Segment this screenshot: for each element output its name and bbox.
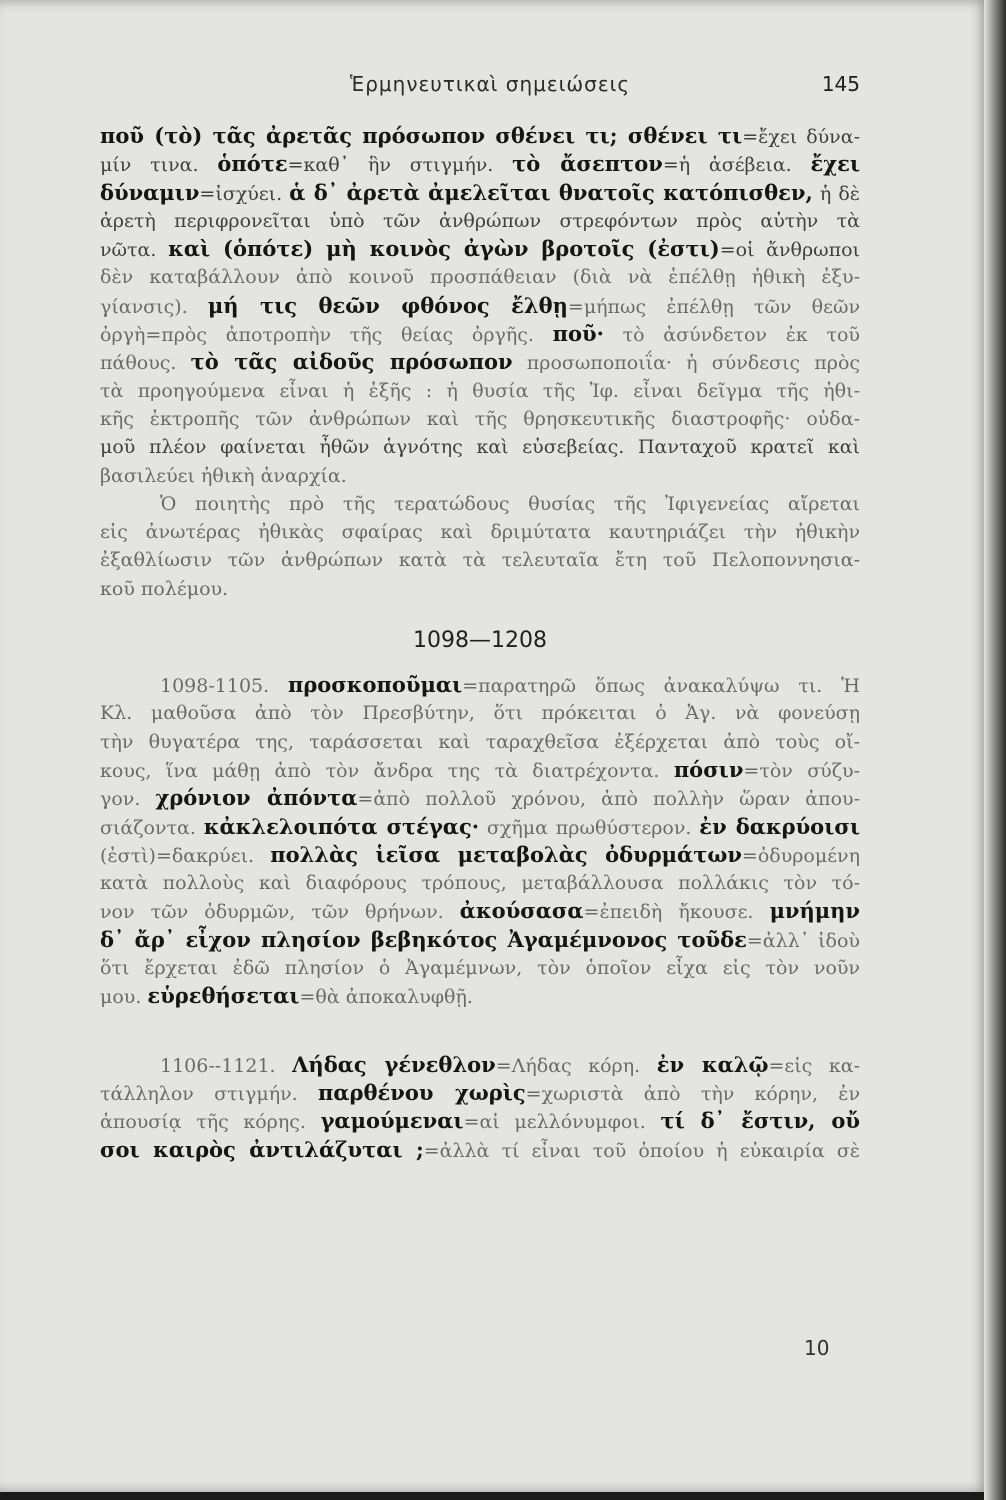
gloss: =οἱ ἄνθρωποι: [719, 239, 860, 262]
gloss: Ὁ ποιητὴς πρὸ τῆς τερατώδους θυσίας τῆς Ἰφιγενείας αἴρεται: [160, 492, 860, 515]
text-line: [100, 377, 860, 405]
paragraph-2: [100, 490, 860, 603]
lemma: ποῦ (τὸ) τᾶς ἀρετᾶς πρόσωπον σθένει τι; σθένει τι: [100, 123, 743, 148]
gloss: =ἀλλ᾽ ἰδοὺ: [746, 929, 860, 952]
page-body: [100, 122, 860, 1164]
text-line: [100, 207, 860, 235]
gloss: =θὰ ἀποκαλυφθῇ.: [299, 986, 473, 1009]
lemma: τὸ ἄσεπτον: [512, 151, 663, 177]
signature-mark: 10: [804, 1336, 830, 1360]
lemma: προσκοποῦμαι: [287, 672, 463, 698]
gloss: Κλ. μαθοῦσα ἀπὸ τὸν Πρεσβύτην, ὅτι πρόκειται ὁ Ἀγ. νὰ φονεύσῃ: [100, 702, 860, 725]
text-line: [100, 671, 860, 699]
gloss: =ἀλλὰ τί εἶναι τοῦ ὁποίου ἡ εὐκαιρία σὲ: [423, 1139, 860, 1162]
text-line: [100, 235, 860, 263]
gloss: δὲν καταβάλλουν ἀπὸ κοινοῦ προσπάθειαν (διὰ νὰ ἐπέλθῃ ἠθικὴ ἐξυ-: [100, 266, 860, 289]
lemma: πόσιν: [673, 756, 744, 782]
line-ref: 1098-1105.: [160, 675, 288, 698]
lemma: δ᾽ ἄρ᾽ εἶχον πλησίον βεβηκότος Ἀγαμέμνονος τοῦδε: [100, 926, 747, 952]
text-line: [100, 518, 860, 546]
text-line: [100, 150, 860, 178]
gloss: μοῦ πλέον φαίνεται ἦθῶν ἁγνότης καὶ εὐσεβείας. Πανταχοῦ κρατεῖ καὶ: [100, 436, 860, 459]
lemma: πολλὰς ἱεῖσα μεταβολὰς ὀδυρμάτων: [270, 841, 742, 867]
lemma: χρόνιον ἀπόντα: [155, 785, 358, 811]
lemma: ὁπότε: [217, 151, 288, 177]
text-line: [100, 122, 860, 150]
text-line: [100, 1136, 860, 1164]
text-line: [100, 575, 860, 603]
gloss: νον τῶν ὀδυρμῶν, τῶν θρήνων.: [100, 901, 460, 924]
text-line: [100, 1107, 860, 1135]
text-line: [100, 1079, 860, 1107]
gloss: κους, ἵνα μάθῃ ἀπὸ τὸν ἄνδρα της τὰ διατρέχοντα.: [100, 759, 674, 782]
lemma: εὑρεθήσεται: [147, 983, 300, 1009]
text-line: [100, 433, 860, 461]
gloss: =ὀδυρομένη: [741, 844, 860, 867]
gloss: =παρατηρῶ ὅπως ἀνακαλύψω τι. Ἡ: [462, 675, 860, 698]
text-line: [100, 546, 860, 574]
gloss: βασιλεύει ἠθικὴ ἀναρχία.: [100, 464, 347, 487]
gloss: τὰ προηγούμενα εἶναι ἡ ἑξῆς : ἡ θυσία τῆς Ἰφ. εἶναι δεῖγμα τῆς ἠθι-: [100, 379, 860, 402]
gloss: ἡ δὲ: [812, 182, 860, 205]
gloss: ἀρετὴ περιφρονεῖται ὑπὸ τῶν ἀνθρώπων στρεφόντων πρὸς αὐτὴν τὰ: [100, 209, 860, 232]
gloss: τὸ ἀσύνδετον ἐκ τοῦ: [603, 324, 860, 347]
gloss: σχῆμα πρωθύστερον.: [479, 816, 700, 839]
text-line: [100, 263, 860, 291]
gloss: ὅτι ἔρχεται ἐδῶ πλησίον ὁ Ἀγαμέμνων, τὸν ὁποῖον εἶχα εἰς τὸν νοῦν: [100, 957, 860, 980]
gloss: =ἐπειδὴ ἤκουσε.: [583, 901, 770, 924]
lemma: ἀκούσασα: [459, 898, 584, 924]
gloss: γον.: [100, 788, 156, 811]
text-line: [100, 699, 860, 727]
text-line: [100, 926, 860, 954]
gloss: =ἡ ἀσέβεια.: [662, 154, 811, 177]
gloss: σιάζοντα.: [100, 816, 204, 839]
running-title: Ἑρμηνευτικαὶ σημειώσεις: [350, 72, 631, 96]
lemma: κἀκλελοιπότα στέγας·: [203, 813, 480, 839]
lemma: μνήμην: [769, 898, 860, 924]
text-line: [100, 982, 860, 1010]
gloss: =αἱ μελλόνυμφοι.: [463, 1111, 661, 1134]
text-line: [100, 869, 860, 897]
gloss: προσωποποιΐα· ἡ σύνδεσις πρὸς: [512, 352, 861, 375]
gloss: νῶτα.: [100, 239, 169, 262]
lemma: Λήδας γένεθλον: [292, 1051, 496, 1077]
gloss: =ἀπὸ πολλοῦ χρόνου, ἀπὸ πολλὴν ὥραν ἀπου-: [357, 788, 860, 811]
lemma: τί δ᾽ ἔστιν, οὔ: [660, 1108, 860, 1134]
paragraph-gap: [100, 1011, 860, 1051]
gloss: =εἰς κα-: [768, 1054, 860, 1077]
paragraph-1: [100, 122, 860, 490]
page-number: 145: [821, 72, 860, 96]
line-ref: 1106--1121.: [160, 1054, 293, 1077]
text-line: [100, 348, 860, 376]
lemma: τὸ τᾶς αἰδοῦς πρόσωπον: [190, 349, 513, 375]
gloss: ὀργὴ=πρὸς ἀποτροπὴν τῆς θείας ὀργῆς.: [100, 324, 553, 347]
gloss: ἐξαθλίωσιν τῶν ἀνθρώπων κατὰ τὰ τελευταῖα ἔτη τοῦ Πελοποννησια-: [100, 549, 860, 572]
gloss: =ἰσχύει.: [199, 182, 290, 205]
lemma: ἐν δακρύοισι: [699, 813, 860, 839]
lemma: ἁ δ᾽ ἀρετὰ ἀμελεῖται θνατοῖς κατόπισθεν,: [289, 179, 813, 205]
lemma: δύναμιν: [100, 179, 200, 205]
text-line: [100, 462, 860, 490]
text-line: [100, 1051, 860, 1079]
text-line: [100, 841, 860, 869]
gloss: κῆς ἐκτροπῆς τῶν ἀνθρώπων καὶ τῆς θρησκευτικῆς διαστροφῆς· οὐδα-: [100, 407, 860, 430]
lemma: ἐν καλῷ: [656, 1051, 769, 1077]
lemma: παρθένου χωρὶς: [317, 1079, 526, 1105]
text-line: [100, 954, 860, 982]
paragraph-3: [100, 671, 860, 1011]
gloss: κατὰ πολλοὺς καὶ διαφόρους τρόπους, μεταβάλλουσα πολλάκις τὸν τό-: [100, 872, 860, 895]
page-edge-shadow: [984, 0, 1006, 1500]
gloss: =χωριστὰ ἀπὸ τὴν κόρην, ἐν: [525, 1082, 861, 1105]
lemma: ἔχει: [810, 151, 861, 177]
text-line: [100, 756, 860, 784]
gloss: γίανσις).: [100, 295, 208, 318]
gloss: τάλληλον στιγμήν.: [100, 1082, 318, 1105]
text-line: [100, 784, 860, 812]
text-line: [100, 405, 860, 433]
gloss: κοῦ πολέμου.: [100, 577, 229, 600]
section-heading: 1098—1208: [413, 628, 547, 654]
gloss: (ἐστὶ)=δακρύει.: [100, 844, 271, 867]
gloss: μίν τινα.: [100, 154, 218, 177]
lemma: σοι καιρὸς ἀντιλάζυται ;: [100, 1136, 424, 1162]
gloss: =τὸν σύζυ-: [743, 759, 860, 782]
lemma: ποῦ·: [552, 321, 604, 347]
gloss: =μήπως ἐπέλθῃ τῶν θεῶν: [567, 295, 860, 318]
gloss: =ἔχει δύνα-: [742, 126, 860, 148]
gloss: μου.: [100, 986, 148, 1009]
paragraph-4: [100, 1051, 860, 1164]
text-line: [100, 897, 860, 925]
text-line: [100, 490, 860, 518]
lemma: καὶ (ὁπότε) μὴ κοινὸς ἀγὼν βροτοῖς (ἐστι): [168, 236, 720, 262]
gloss: τὴν θυγατέρα της, ταράσσεται καὶ ταραχθεῖσα ἐξέρχεται ἀπὸ τοὺς οἴ-: [100, 730, 860, 753]
gloss: =καθ᾽ ἣν στιγμήν.: [287, 154, 513, 177]
text-line: [100, 813, 860, 841]
lemma: γαμούμεναι: [320, 1108, 464, 1134]
gloss: εἰς ἀνωτέρας ἠθικὰς σφαίρας καὶ δριμύτατα καυτηριάζει τὴν ἠθικὴν: [100, 521, 860, 544]
gloss: =Λήδας κόρη.: [495, 1054, 657, 1077]
gloss: ἀπουσίᾳ τῆς κόρης.: [100, 1111, 321, 1134]
text-line: [100, 292, 860, 320]
text-line: [100, 728, 860, 756]
page-header: [100, 72, 860, 102]
text-line: [100, 320, 860, 348]
gloss: πάθους.: [100, 352, 191, 375]
lemma: μή τις θεῶν φθόνος ἔλθῃ: [207, 292, 568, 318]
text-line: [100, 179, 860, 207]
